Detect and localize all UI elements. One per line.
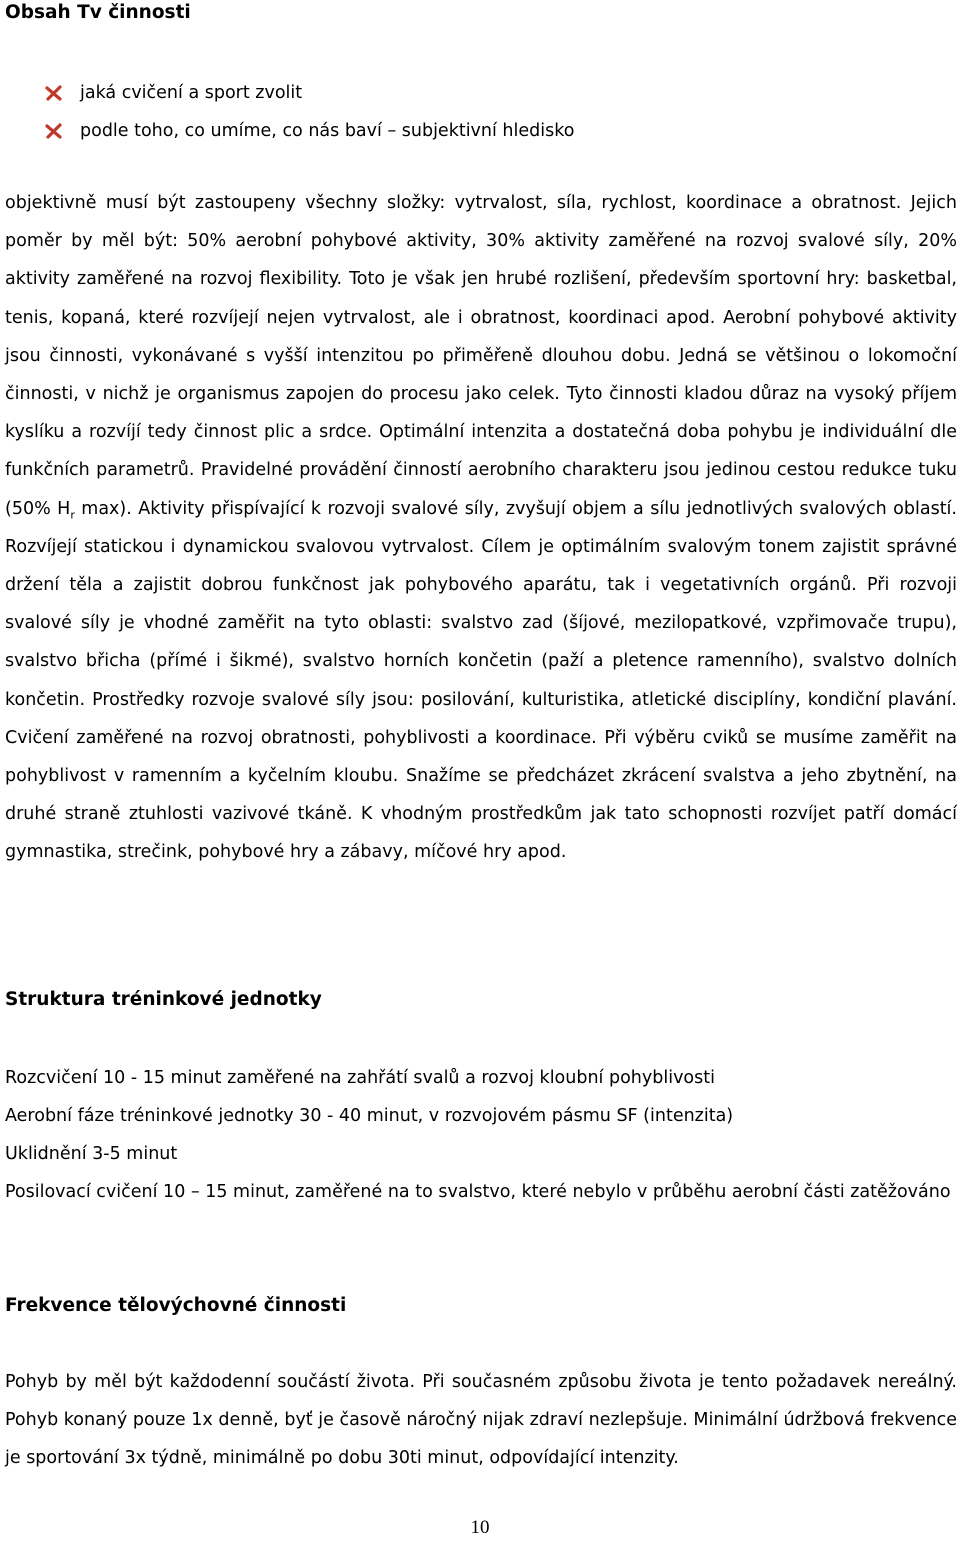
bullet-text: jaká cvičení a sport zvolit [80,83,303,103]
structure-list [5,1059,957,1211]
section-heading-frequency: Frekvence tělovýchovné činnosti [5,1295,347,1316]
bullet-item [43,112,574,150]
structure-line: Aerobní fáze tréninkové jednotky 30 - 40 minut, v rozvojovém pásmu SF (intenzita) [5,1106,734,1126]
structure-line: Rozcvičení 10 - 15 minut zaměřené na zahřátí svalů a rozvoj kloubní pohyblivosti [5,1068,715,1088]
intro-text-part-1: objektivně musí být zastoupeny všechny složky: vytrvalost, síla, rychlost, koordinace a obratnost. Jejich poměr by měl být: 50% aerobní pohybové aktivity, 30% aktivity zaměřené na rozvoj svalové síly, 20% aktivity zaměřené na rozvoj flexibility. Toto je však jen hrubé rozlišení, především sportovní hry: basketbal, tenis, kopaná, které rozvíjejí nejen vytrvalost, ale i obratnost, koordinaci apod. Aerobní pohybové aktivity jsou činnosti, vykonávané s vyšší intenzitou po přiměřeně dlouhou dobu. Jedná se většinou o lokomoční činnosti, v nichž je organismus zapojen do procesu jako celek. Tyto činnosti kladou důraz na vysoký příjem kyslíku a rozvíjí tedy činnost plic a srdce. Optimální intenzita a dostatečná doba pohybu je individuální dle funkčních parametrů. Pravidelné provádění činností aerobního charakteru jsou jedinou cestou redukce tuku (50% H [5,193,957,519]
red-cross-bullet-icon [43,82,65,104]
bullet-list [43,74,574,150]
subscript-r: r [70,508,75,522]
bullet-text: podle toho, co umíme, co nás baví – subjektivní hledisko [80,121,575,141]
page-number: 10 [470,1517,490,1538]
structure-line: Posilovací cvičení 10 – 15 minut, zaměřené na to svalstvo, které nebylo v průběhu aerobní části zatěžováno [5,1182,951,1202]
section-heading-structure: Struktura tréninkové jednotky [5,989,322,1010]
frequency-paragraph: Pohyb by měl být každodenní součástí života. Při současném způsobu života je tento požadavek nereálný. Pohyb konaný pouze 1x denně, byť je časově náročný nijak zdraví nezlepšuje. Minimální údržbová frekvence je sportování 3x týdně, minimálně po dobu 30ti minut, odpovídající intenzity. [5,1372,957,1469]
intro-text-part-2: max). Aktivity přispívající k rozvoji svalové síly, zvyšují objem a sílu jednotlivých svalových oblastí. Rozvíjejí statickou i dynamickou svalovou vytrvalost. Cílem je optimálním svalovým tonem zajistit správné držení těla a zajistit dobrou funkčnost jak pohybového aparátu, tak i vegetativních orgánů. Při rozvoji svalové síly je vhodné zaměřit na tyto oblasti: svalstvo zad (šíjové, mezilopatkové, vzpřimovače trupu), svalstvo břicha (přímé i šikmé), svalstvo horních končetin (paží a pletence ramenního), svalstvo dolních končetin. Prostředky rozvoje svalové síly jsou: posilování, kulturistika, atletické disciplíny, kondiční plavání. Cvičení zaměřené na rozvoj obratnosti, pohyblivosti a koordinace. Při výběru cviků se musíme zaměřit na pohyblivost v ramenním a kyčelním kloubu. Snažíme se předcházet zkrácení svalstva a jeho zbytnění, na druhé straně ztuhlosti vazivové tkáně. K vhodným prostředkům jak tato schopnosti rozvíjet patří domácí gymnastika, strečink, pohybové hry a zábavy, míčové hry apod. [5,498,957,863]
intro-paragraph [5,184,957,872]
page-title: Obsah Tv činnosti [5,2,191,23]
structure-line: Uklidnění 3-5 minut [5,1144,178,1164]
bullet-item [43,74,574,112]
red-cross-bullet-icon [43,120,65,142]
